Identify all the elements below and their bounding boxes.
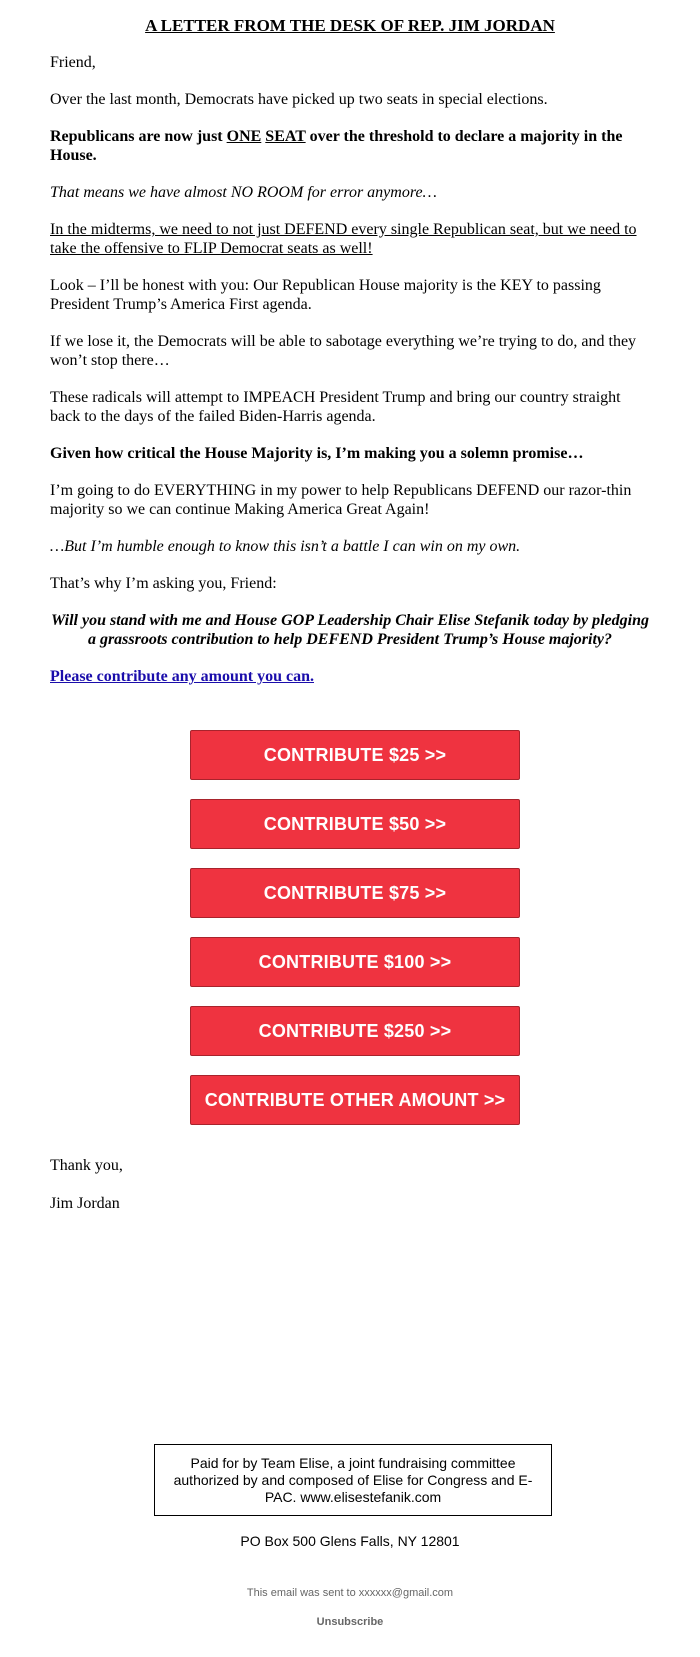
paragraph-asking: That’s why I’m asking you, Friend: xyxy=(50,575,277,592)
paragraph-midterms: In the midterms, we need to not just DEFEND every single Republican seat, but we need to take the offensive to FLIP Democrat seats as well! xyxy=(50,221,637,257)
one-emphasis: ONE xyxy=(226,128,262,145)
paragraph-stand-with-me: Will you stand with me and House GOP Leadership Chair Elise Stefanik today by pledging a grassroots contribution to help DEFEND President Trump’s House majority? xyxy=(51,612,649,648)
contribute-75-button[interactable]: CONTRIBUTE $75 >> xyxy=(190,868,520,918)
closing xyxy=(50,1156,123,1232)
signoff: Thank you, xyxy=(50,1157,123,1174)
greeting: Friend, xyxy=(50,54,96,71)
contribute-25-button[interactable]: CONTRIBUTE $25 >> xyxy=(190,730,520,780)
paragraph-promise: Given how critical the House Majority is, I’m making you a solemn promise… xyxy=(50,445,584,462)
contribute-100-button[interactable]: CONTRIBUTE $100 >> xyxy=(190,937,520,987)
letter-body xyxy=(50,14,650,704)
contribute-250-button[interactable]: CONTRIBUTE $250 >> xyxy=(190,1006,520,1056)
paragraph-everything: I’m going to do EVERYTHING in my power to help Republicans DEFEND our razor-thin majority so we can continue Making America Great Again! xyxy=(50,482,632,518)
contribute-link-row xyxy=(50,667,650,686)
one-seat-text-a: Republicans are now just xyxy=(50,128,227,145)
letter-heading: A LETTER FROM THE DESK OF REP. JIM JORDAN xyxy=(145,16,555,35)
contribute-other-amount-button[interactable]: CONTRIBUTE OTHER AMOUNT >> xyxy=(190,1075,520,1125)
paragraph-humble: …But I’m humble enough to know this isn’t a battle I can win on my own. xyxy=(50,538,521,555)
sent-to-notice xyxy=(0,1587,700,1599)
one-seat-text-b: over the threshold to declare a majority in the House. xyxy=(50,128,623,164)
recipient-email: xxxxxx@gmail.com xyxy=(358,1587,454,1599)
contribute-50-button[interactable]: CONTRIBUTE $50 >> xyxy=(190,799,520,849)
sent-to-prefix: This email was sent to xyxy=(246,1587,359,1599)
contribute-any-amount-link[interactable]: Please contribute any amount you can. xyxy=(50,668,314,685)
paragraph-sabotage: If we lose it, the Democrats will be able to sabotage everything we’re trying to do, and they won’t stop there… xyxy=(50,333,637,369)
paragraph-honest: Look – I’ll be honest with you: Our Republican House majority is the KEY to passing President Trump’s America First agenda. xyxy=(50,277,601,313)
paragraph-one-seat xyxy=(50,127,650,165)
unsubscribe-link[interactable]: Unsubscribe xyxy=(316,1616,384,1628)
contribute-buttons xyxy=(190,730,520,1144)
paragraph-impeach: These radicals will attempt to IMPEACH President Trump and bring our country straight back to the days of the failed Biden-Harris agenda. xyxy=(50,389,621,425)
paragraph-special-elections: Over the last month, Democrats have picked up two seats in special elections. xyxy=(50,91,548,108)
signature: Jim Jordan xyxy=(50,1195,120,1212)
mailing-address: PO Box 500 Glens Falls, NY 12801 xyxy=(240,1533,460,1549)
paid-for-disclaimer: Paid for by Team Elise, a joint fundraising committee authorized by and composed of Elise for Congress and E-PAC. www.elisestefanik.com xyxy=(154,1444,552,1516)
paragraph-no-room: That means we have almost NO ROOM for error anymore… xyxy=(50,184,437,201)
seat-emphasis: SEAT xyxy=(265,128,306,145)
